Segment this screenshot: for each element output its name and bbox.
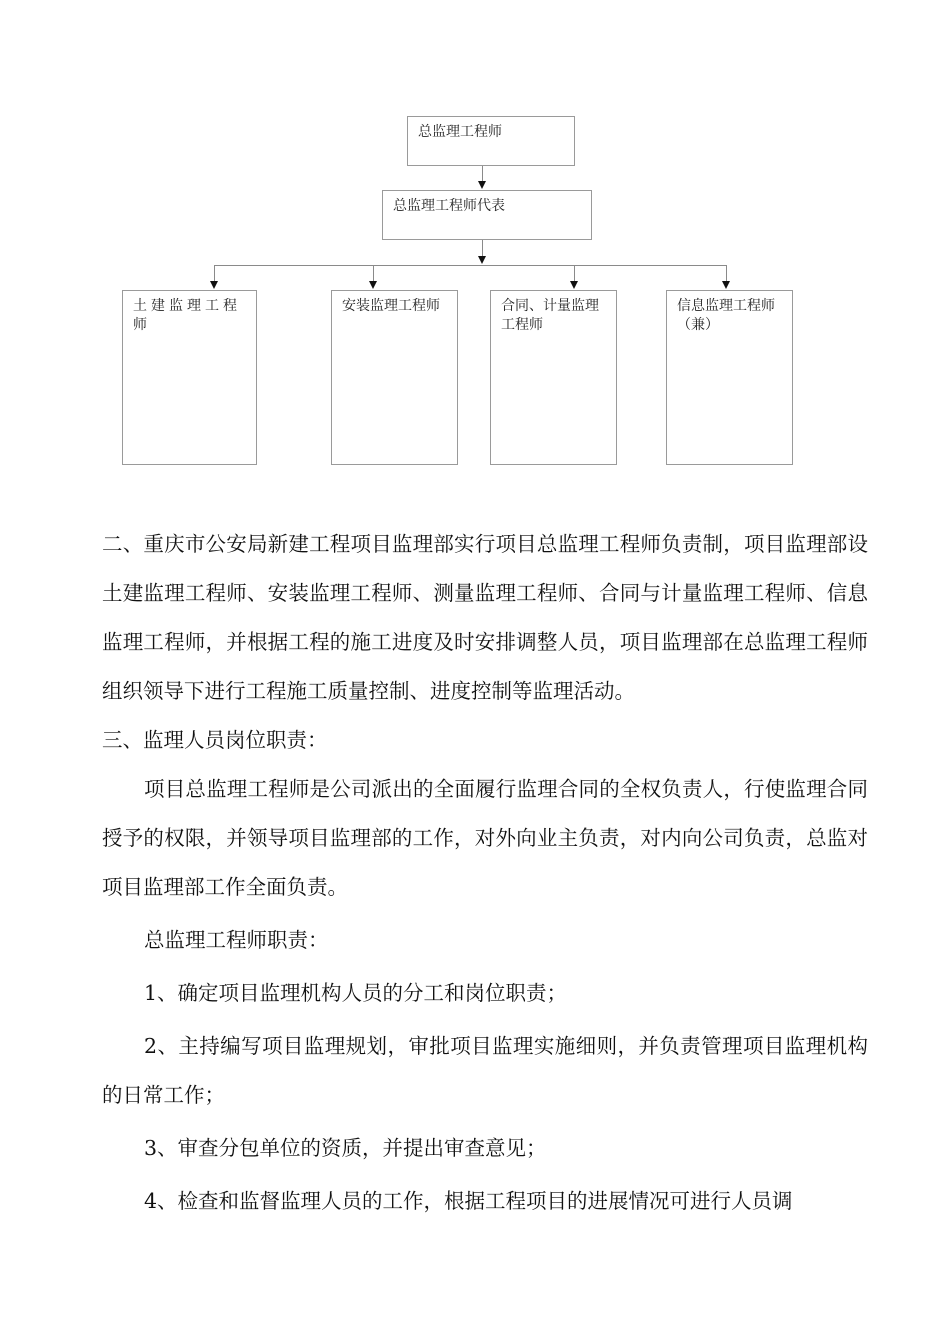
section-three-heading: 三、监理人员岗位职责： bbox=[102, 728, 328, 752]
contract-measure-engineer-box bbox=[490, 290, 617, 465]
connector-line bbox=[214, 265, 215, 281]
connector-line bbox=[373, 265, 374, 281]
arrow-icon bbox=[570, 281, 578, 289]
connector-line bbox=[726, 265, 727, 281]
installation-engineer-box bbox=[331, 290, 458, 465]
duty-item: 4、检查和监督监理人员的工作，根据工程项目的进展情况可进行人员调 bbox=[144, 1189, 793, 1213]
deputy-engineer-box bbox=[382, 190, 592, 240]
chief-engineer-box bbox=[407, 116, 575, 166]
chief-engineer-intro-paragraph: 项目总监理工程师是公司派出的全面履行监理合同的全权负责人，行使监理合同授予的权限，并领导项目监理部的工作，对外向业主负责，对内向公司负责，总监对项目监理部工作全面负责。 bbox=[102, 777, 868, 899]
section-two-paragraph: 二、重庆市公安局新建工程项目监理部实行项目总监理工程师负责制，项目监理部设土建监理工程师、安装监理工程师、测量监理工程师、合同与计量监理工程师、信息监理工程师，并根据工程的施工进度及时安排调整人员，项目监理部在总监理工程师组织领导下进行工程施工质量控制、进度控制等监理活动。 bbox=[102, 532, 868, 703]
arrow-icon bbox=[369, 281, 377, 289]
arrow-icon bbox=[478, 181, 486, 189]
connector-line bbox=[482, 240, 483, 256]
arrow-icon bbox=[722, 281, 730, 289]
connector-line bbox=[574, 265, 575, 281]
duties-heading: 总监理工程师职责： bbox=[144, 928, 329, 952]
connector-bus bbox=[214, 265, 726, 266]
chief-engineer-label: 总监理工程师 bbox=[418, 124, 502, 140]
duty-item: 3、审查分包单位的资质，并提出审查意见； bbox=[144, 1136, 547, 1160]
installation-engineer-label: 安装监理工程师 bbox=[342, 298, 440, 314]
information-engineer-box bbox=[666, 290, 793, 465]
arrow-icon bbox=[210, 281, 218, 289]
org-chart bbox=[0, 0, 950, 480]
duty-item: 1、确定项目监理机构人员的分工和岗位职责； bbox=[144, 981, 568, 1005]
information-engineer-label: 信息监理工程师（兼） bbox=[677, 298, 775, 333]
connector-line bbox=[482, 166, 483, 182]
civil-engineer-label: 土建监理工程师 bbox=[133, 298, 241, 333]
arrow-icon bbox=[478, 256, 486, 264]
contract-measure-engineer-label: 合同、计量监理工程师 bbox=[501, 298, 599, 333]
document-body bbox=[102, 520, 868, 1226]
civil-engineer-box bbox=[122, 290, 257, 465]
duty-item: 2、主持编写项目监理规划，审批项目监理实施细则，并负责管理项目监理机构的日常工作； bbox=[102, 1034, 868, 1107]
deputy-engineer-label: 总监理工程师代表 bbox=[393, 198, 505, 214]
